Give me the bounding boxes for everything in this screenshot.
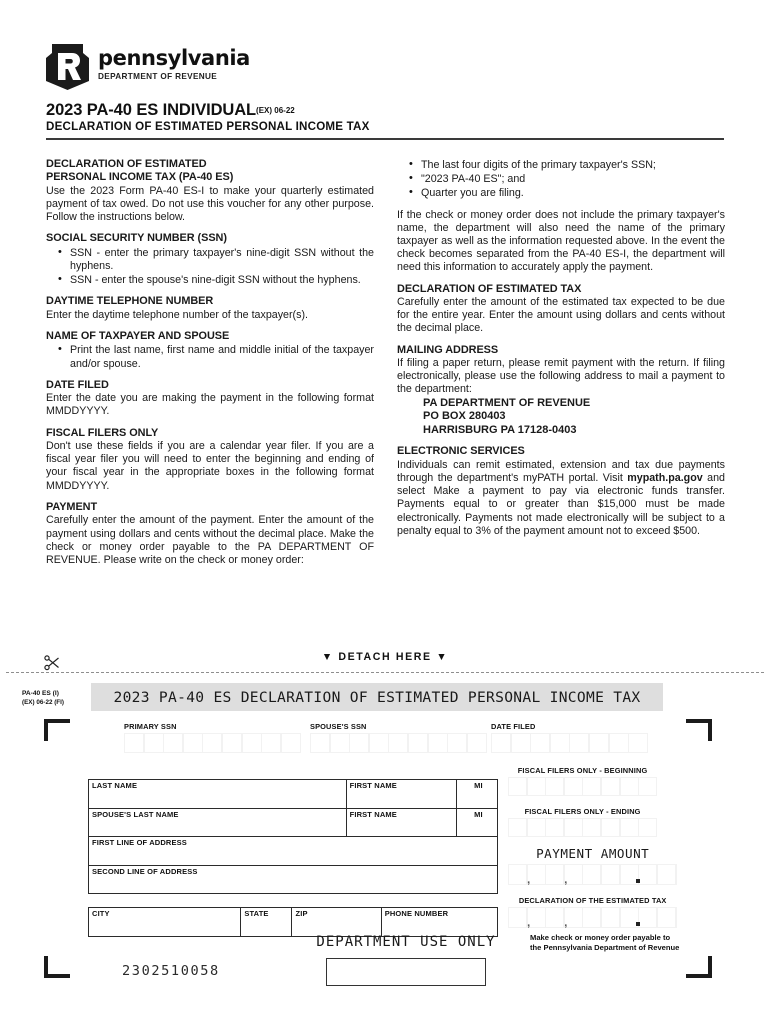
table-row — [89, 808, 498, 820]
crop-mark-top-left — [44, 719, 70, 741]
char-box[interactable] — [639, 778, 656, 795]
fiscal-ending-group — [508, 807, 657, 837]
cell-input-spouse-first-name[interactable] — [346, 820, 456, 837]
char-box[interactable] — [350, 734, 368, 752]
char-box[interactable] — [331, 734, 349, 752]
section-check-note — [397, 209, 725, 275]
table-row — [89, 865, 498, 877]
cell-input-state[interactable] — [241, 919, 292, 936]
char-box[interactable] — [546, 819, 563, 836]
primary-ssn-group — [124, 722, 301, 753]
instructions-left-column — [46, 158, 374, 567]
cell-label-zip: ZIP — [292, 908, 381, 920]
section-declaration-tax — [397, 283, 725, 336]
electronic-body-part2: and select Make a payment to pay via electronic funds transfer. Payments equal to or greater than $15,000 must be made electronically. Payments not made electronically will be subject to a penalty equal to 3% of the payment amount not to exceed $500. — [397, 472, 725, 537]
detach-here-label: ▼ DETACH HERE ▼ — [321, 651, 449, 663]
section-declaration — [46, 158, 374, 224]
payment-voucher — [0, 678, 770, 1018]
char-box[interactable] — [639, 819, 656, 836]
city-state-zip-table — [88, 907, 498, 937]
cell-label-spouse-first-name: FIRST NAME — [346, 808, 456, 820]
section-phone-heading: DAYTIME TELEPHONE NUMBER — [46, 295, 214, 308]
char-box[interactable] — [164, 734, 182, 752]
detach-dashed-line — [6, 672, 764, 673]
section-declaration-heading-2: PERSONAL INCOME TAX (PA-40 ES) — [46, 171, 234, 184]
char-box[interactable] — [448, 734, 466, 752]
cell-label-state: STATE — [241, 908, 292, 920]
char-box[interactable] — [282, 734, 300, 752]
char-box[interactable] — [184, 734, 202, 752]
brand-name: pennsylvania — [98, 46, 250, 70]
char-box[interactable] — [468, 734, 486, 752]
char-box[interactable] — [583, 908, 600, 927]
check-writing-bullets — [397, 159, 725, 201]
cell-label-city: CITY — [89, 908, 241, 920]
declaration-estimated-tax-group — [508, 896, 677, 928]
mailing-address-line: PA DEPARTMENT OF REVENUE — [423, 396, 591, 409]
date-filed-group — [491, 722, 648, 753]
cell-input-city[interactable] — [89, 919, 241, 936]
list-item: • The last four digits of the primary taxpayer's SSN; — [411, 159, 725, 172]
char-box[interactable] — [602, 778, 619, 795]
char-box[interactable] — [658, 908, 675, 927]
section-date-filed-heading: DATE FILED — [46, 378, 109, 391]
char-box[interactable] — [590, 734, 608, 752]
char-box[interactable] — [429, 734, 447, 752]
cell-input-address-1[interactable] — [89, 848, 498, 865]
section-phone — [46, 295, 374, 322]
page-title — [46, 101, 726, 120]
payment-amount-label: PAYMENT AMOUNT — [536, 846, 650, 861]
voucher-banner: 2023 PA-40 ES DECLARATION OF ESTIMATED PERSONAL INCOME TAX — [91, 683, 663, 711]
cell-input-first-name[interactable] — [346, 791, 456, 808]
char-box[interactable] — [621, 908, 638, 927]
char-box[interactable] — [639, 908, 656, 927]
table-row — [89, 791, 498, 808]
char-box[interactable] — [565, 778, 582, 795]
section-name-heading: NAME OF TAXPAYER AND SPOUSE — [46, 330, 230, 343]
fiscal-beginning-input[interactable] — [508, 777, 657, 796]
section-ssn-heading: SOCIAL SECURITY NUMBER (SSN) — [46, 232, 227, 245]
check-note-body: If the check or money order does not include the primary taxpayer's name, the department will also need the name of the primary taxpayer as well as the information requested above. In the event the check becomes separated from the PA-40 ES-I, the department will need this information to accurately apply the payment. — [397, 208, 725, 274]
crop-mark-bottom-right — [686, 956, 712, 978]
department-use-only-input[interactable] — [326, 958, 486, 986]
section-check-bullets — [397, 159, 725, 201]
char-box[interactable] — [621, 819, 638, 836]
char-box[interactable] — [602, 819, 619, 836]
primary-ssn-label: PRIMARY SSN — [124, 722, 177, 731]
form-title-text: 2023 PA-40 ES INDIVIDUAL — [46, 101, 257, 119]
cell-label-spouse-last-name: SPOUSE'S LAST NAME — [89, 808, 347, 820]
char-box[interactable] — [610, 734, 628, 752]
list-item: • SSN - enter the primary taxpayer's nine-digit SSN without the hyphens. — [60, 247, 374, 273]
keystone-r-icon — [46, 44, 89, 90]
char-box[interactable] — [602, 908, 619, 927]
section-name — [46, 330, 374, 371]
list-item: • Quarter you are filing. — [411, 187, 725, 200]
department-use-only-label: DEPARTMENT USE ONLY — [316, 934, 496, 950]
cell-label-spouse-mi: MI — [456, 808, 497, 820]
crop-mark-top-right — [686, 719, 712, 741]
section-payment — [46, 501, 374, 567]
char-box[interactable] — [583, 778, 600, 795]
char-box[interactable] — [512, 734, 530, 752]
char-box[interactable] — [565, 819, 582, 836]
cell-label-first-name: FIRST NAME — [346, 780, 456, 792]
voucher-form-code: PA-40 ES (I) — [22, 690, 59, 697]
section-declaration-tax-heading: DECLARATION OF ESTIMATED TAX — [397, 282, 582, 295]
char-box[interactable] — [583, 819, 600, 836]
char-box[interactable] — [531, 734, 549, 752]
char-box[interactable] — [262, 734, 280, 752]
declaration-estimated-tax-label: DECLARATION OF THE ESTIMATED TAX — [518, 896, 667, 905]
section-electronic-body — [397, 459, 725, 538]
fiscal-beginning-group — [508, 766, 657, 796]
char-box[interactable] — [509, 819, 526, 836]
char-box[interactable] — [243, 734, 261, 752]
char-box[interactable] — [629, 734, 647, 752]
char-box[interactable] — [370, 734, 388, 752]
section-mailing-heading: MAILING ADDRESS — [397, 343, 499, 356]
char-box[interactable] — [203, 734, 221, 752]
char-box[interactable] — [528, 819, 545, 836]
char-box[interactable] — [583, 865, 600, 884]
char-box[interactable] — [551, 734, 569, 752]
char-box[interactable] — [145, 734, 163, 752]
spouse-ssn-label: SPOUSE'S SSN — [310, 722, 367, 731]
table-row — [89, 780, 498, 792]
list-item: • "2023 PA-40 ES"; and — [411, 173, 725, 186]
cell-label-address-2: SECOND LINE OF ADDRESS — [89, 865, 498, 877]
decimal-point — [636, 922, 640, 926]
section-fiscal — [46, 427, 374, 493]
cell-input-spouse-last-name[interactable] — [89, 820, 347, 837]
char-box[interactable] — [528, 778, 545, 795]
instructions-right-column — [397, 158, 725, 538]
mypath-link[interactable]: mypath.pa.gov — [627, 472, 703, 485]
barcode-number: 2302510058 — [122, 963, 220, 979]
section-declaration-heading-1: DECLARATION OF ESTIMATED — [46, 158, 207, 170]
comma-separator: , — [564, 874, 568, 886]
mailing-address-line: HARRISBURG PA 17128-0403 — [423, 423, 577, 436]
form-revision: (EX) 06-22 — [256, 106, 295, 115]
char-box[interactable] — [570, 734, 588, 752]
section-declaration-tax-body: Carefully enter the amount of the estimated tax expected to be due for the entire year. Enter the amount using dollars and cents without the decimal place. — [397, 296, 725, 335]
char-box[interactable] — [509, 778, 526, 795]
section-fiscal-body: Don't use these fields if you are a calendar year filer. If you are a fiscal year filer you will need to enter the beginning and ending of your fiscal year in the appropriate boxes in the following format MMDDYYYY. — [46, 440, 374, 492]
char-box[interactable] — [546, 778, 563, 795]
section-ssn-bullets — [46, 247, 374, 288]
char-box[interactable] — [125, 734, 143, 752]
date-filed-input[interactable] — [491, 733, 648, 753]
char-box[interactable] — [509, 865, 526, 884]
char-box[interactable] — [509, 908, 526, 927]
date-filed-label: DATE FILED — [491, 722, 536, 731]
fiscal-ending-input[interactable] — [508, 818, 657, 837]
char-box[interactable] — [602, 865, 619, 884]
payment-amount-group — [508, 846, 677, 885]
section-name-bullets — [46, 344, 374, 370]
list-item: • Print the last name, first name and middle initial of the taxpayer and/or spouse. — [60, 344, 374, 370]
decimal-point — [636, 879, 640, 883]
char-box[interactable] — [546, 865, 563, 884]
comma-separator: , — [527, 917, 531, 929]
make-check-note: Make check or money order payable to the Pennsylvania Department of Revenue — [530, 933, 680, 952]
section-ssn — [46, 232, 374, 287]
masthead — [46, 44, 250, 90]
declaration-estimated-tax-input[interactable] — [508, 907, 677, 928]
table-row — [89, 837, 498, 849]
crop-mark-bottom-left — [44, 956, 70, 978]
cell-input-spouse-mi[interactable] — [456, 820, 497, 837]
section-fiscal-heading: FISCAL FILERS ONLY — [46, 426, 159, 439]
table-row — [89, 908, 498, 920]
section-phone-body: Enter the daytime telephone number of the taxpayer(s). — [46, 308, 308, 321]
payment-amount-input[interactable] — [508, 864, 677, 885]
table-row — [89, 848, 498, 865]
table-row — [89, 877, 498, 894]
spouse-ssn-input[interactable] — [310, 733, 487, 753]
electronic-body-part1: Individuals can remit estimated, extension and tax due payments through the department's myPATH portal. Visit — [397, 458, 725, 485]
section-date-filed — [46, 379, 374, 419]
title-divider — [46, 138, 724, 140]
mailing-address — [423, 397, 725, 438]
primary-ssn-input[interactable] — [124, 733, 301, 753]
section-declaration-body: Use the 2023 Form PA-40 ES-I to make your quarterly estimated payment of tax owed. Do not use this voucher for any other purpose. Follow the instructions below. — [46, 184, 374, 224]
voucher-revision-code: (EX) 06-22 (FI) — [22, 699, 64, 706]
scissors-icon — [44, 655, 60, 671]
section-electronic-services — [397, 445, 725, 538]
cell-label-last-name: LAST NAME — [89, 780, 347, 792]
section-payment-body: Carefully enter the amount of the payment. Enter the amount of the payment using dollars and cents without the decimal place. Make the check or money order payable to the PA DEPARTMENT OF REVENUE. Please write on the check or money order: — [46, 514, 374, 566]
spouse-ssn-group — [310, 722, 487, 753]
char-box[interactable] — [658, 865, 675, 884]
char-box[interactable] — [621, 865, 638, 884]
list-item: • SSN - enter the spouse's nine-digit SSN without the hyphens. — [60, 274, 374, 287]
char-box[interactable] — [311, 734, 329, 752]
char-box[interactable] — [639, 865, 656, 884]
name-address-table — [88, 779, 498, 894]
cell-input-last-name[interactable] — [89, 791, 347, 808]
char-box[interactable] — [621, 778, 638, 795]
section-payment-heading: PAYMENT — [46, 500, 98, 513]
cell-label-address-1: FIRST LINE OF ADDRESS — [89, 837, 498, 849]
mailing-address-line: PO BOX 280403 — [423, 410, 506, 423]
char-box[interactable] — [409, 734, 427, 752]
section-date-filed-body: Enter the date you are making the payment in the following format MMDDYYYY. — [46, 392, 374, 418]
table-row — [89, 820, 498, 837]
fiscal-beginning-label: FISCAL FILERS ONLY - BEGINNING — [517, 766, 648, 775]
cell-label-phone: PHONE NUMBER — [381, 908, 497, 920]
cell-input-address-2[interactable] — [89, 877, 498, 894]
section-mailing-body: If filing a paper return, please remit payment with the return. If filing electronically, please use the following address to mail a payment to the department: — [397, 357, 725, 396]
section-mailing — [397, 344, 725, 438]
cell-input-mi[interactable] — [456, 791, 497, 808]
voucher-side-label — [22, 689, 64, 707]
char-box[interactable] — [492, 734, 510, 752]
char-box[interactable] — [389, 734, 407, 752]
fiscal-ending-label: FISCAL FILERS ONLY - ENDING — [524, 807, 641, 816]
char-box[interactable] — [546, 908, 563, 927]
comma-separator: , — [564, 917, 568, 929]
brand-department: DEPARTMENT OF REVENUE — [98, 72, 218, 81]
form-subtitle: DECLARATION OF ESTIMATED PERSONAL INCOME TAX — [46, 120, 370, 133]
cell-label-mi: MI — [456, 780, 497, 792]
section-electronic-heading: ELECTRONIC SERVICES — [397, 445, 525, 458]
comma-separator: , — [527, 874, 531, 886]
char-box[interactable] — [223, 734, 241, 752]
